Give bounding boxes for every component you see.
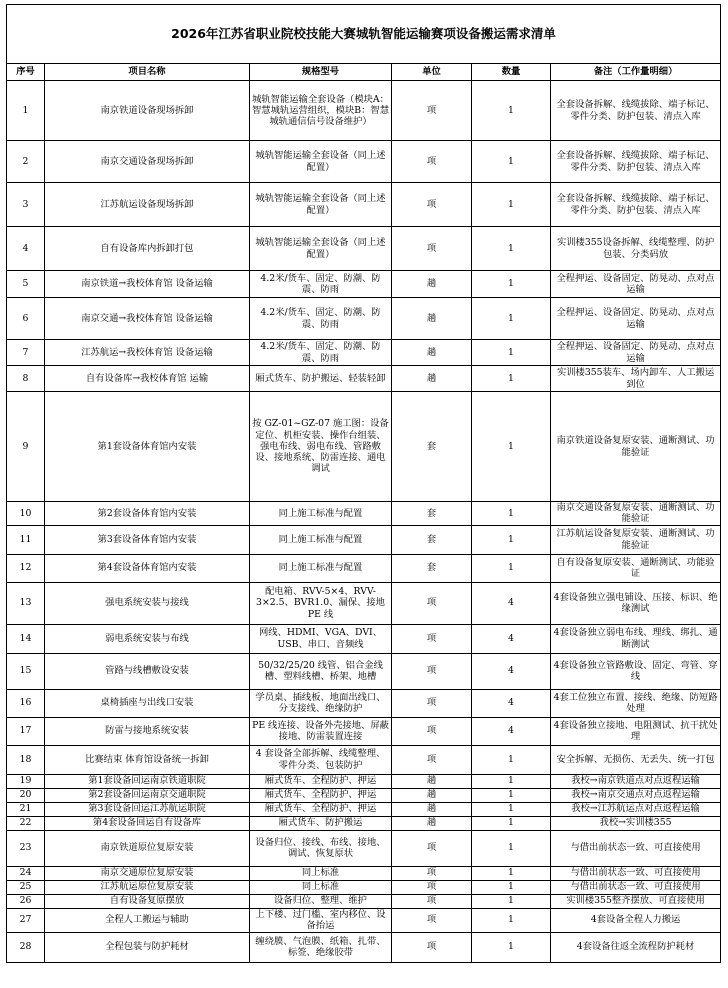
cell-no: 19 xyxy=(7,774,45,788)
cell-no: 4 xyxy=(7,227,45,271)
cell-no: 9 xyxy=(7,392,45,502)
cell-spec: 学员桌、插线板、地面出线口、分支接线、绝缘防护 xyxy=(250,689,392,717)
table-row xyxy=(7,830,721,866)
cell-qty: 1 xyxy=(472,340,551,366)
header-unit: 单位 xyxy=(392,64,472,81)
table-row xyxy=(7,392,721,502)
table-row xyxy=(7,802,721,816)
cell-qty: 1 xyxy=(472,366,551,392)
cell-no: 27 xyxy=(7,908,45,932)
cell-spec: 厢式货车、全程防护、押运 xyxy=(250,774,392,788)
cell-qty: 1 xyxy=(472,525,551,554)
cell-qty: 1 xyxy=(472,81,551,141)
cell-unit: 项 xyxy=(392,689,472,717)
cell-note: 实训楼355整齐摆放、可直接使用 xyxy=(551,894,721,908)
cell-unit: 趟 xyxy=(392,366,472,392)
cell-name: 南京交通原位复原安装 xyxy=(45,866,250,880)
cell-spec: 缠绕膜、气泡膜、纸箱、扎带、标签、绝缘胶带 xyxy=(250,932,392,962)
cell-name: 管路与线槽敷设安装 xyxy=(45,653,250,689)
cell-spec: 4.2米/货车、固定、防潮、防震、防雨 xyxy=(250,340,392,366)
cell-note: 全程押运、设备固定、防晃动、点对点运输 xyxy=(551,271,721,298)
table-row xyxy=(7,774,721,788)
cell-unit: 趟 xyxy=(392,816,472,830)
cell-unit: 套 xyxy=(392,554,472,582)
cell-qty: 1 xyxy=(472,502,551,526)
cell-qty: 1 xyxy=(472,866,551,880)
cell-no: 1 xyxy=(7,81,45,141)
table-row xyxy=(7,141,721,183)
cell-unit: 项 xyxy=(392,582,472,624)
cell-note: 我校→实训楼355 xyxy=(551,816,721,830)
cell-note: 4套设备独立管路敷设、固定、弯管、穿线 xyxy=(551,653,721,689)
cell-no: 15 xyxy=(7,653,45,689)
table-row xyxy=(7,271,721,298)
cell-no: 14 xyxy=(7,624,45,653)
cell-name: 江苏航运设备现场拆卸 xyxy=(45,183,250,227)
cell-no: 5 xyxy=(7,271,45,298)
cell-note: 实训楼355设备拆解、线缆整理、防护包装、分类码放 xyxy=(551,227,721,271)
cell-spec: 4 套设备全部拆解、线缆整理、零件分类、包装防护 xyxy=(250,745,392,774)
cell-name: 自有设备复原摆放 xyxy=(45,894,250,908)
cell-note: 4套工位独立布置、接线、绝缘、防短路处理 xyxy=(551,689,721,717)
table-row xyxy=(7,502,721,526)
cell-name: 全程包装与防护耗材 xyxy=(45,932,250,962)
cell-qty: 4 xyxy=(472,582,551,624)
cell-note: 自有设备复原安装、通断测试、功能验证 xyxy=(551,554,721,582)
cell-note: 我校→南京铁道点对点返程运输 xyxy=(551,774,721,788)
cell-name: 第1套设备体育馆内安装 xyxy=(45,392,250,502)
cell-spec: 城轨智能运输全套设备（同上述配置） xyxy=(250,227,392,271)
cell-qty: 1 xyxy=(472,745,551,774)
cell-name: 南京铁道→我校体育馆 设备运输 xyxy=(45,271,250,298)
table-row xyxy=(7,932,721,962)
cell-spec: 网线、HDMI、VGA、DVI、USB、串口、音频线 xyxy=(250,624,392,653)
cell-no: 12 xyxy=(7,554,45,582)
cell-no: 22 xyxy=(7,816,45,830)
cell-note: 南京交通设备复原安装、通断测试、功能验证 xyxy=(551,502,721,526)
cell-note: 全套设备拆解、线缆拔除、端子标记、零件分类、防护包装、清点入库 xyxy=(551,183,721,227)
cell-unit: 项 xyxy=(392,227,472,271)
table-row xyxy=(7,227,721,271)
table-row xyxy=(7,525,721,554)
cell-qty: 1 xyxy=(472,183,551,227)
cell-spec: 城轨智能运输全套设备（同上述配置） xyxy=(250,141,392,183)
cell-name: 江苏航运原位复原安装 xyxy=(45,880,250,894)
cell-note: 全程押运、设备固定、防晃动、点对点运输 xyxy=(551,298,721,340)
cell-name: 自有设备库→我校体育馆 运输 xyxy=(45,366,250,392)
table-row xyxy=(7,908,721,932)
cell-qty: 1 xyxy=(472,788,551,802)
cell-spec: 设备归位、接线、布线、接地、调试、恢复原状 xyxy=(250,830,392,866)
cell-unit: 项 xyxy=(392,880,472,894)
cell-qty: 1 xyxy=(472,227,551,271)
cell-spec: 同上标准 xyxy=(250,880,392,894)
cell-note: 与借出前状态一致、可直接使用 xyxy=(551,866,721,880)
cell-no: 16 xyxy=(7,689,45,717)
header-no: 序号 xyxy=(7,64,45,81)
cell-unit: 项 xyxy=(392,81,472,141)
cell-qty: 1 xyxy=(472,141,551,183)
cell-name: 第3套设备体育馆内安装 xyxy=(45,525,250,554)
cell-qty: 4 xyxy=(472,653,551,689)
table-row xyxy=(7,582,721,624)
cell-qty: 1 xyxy=(472,908,551,932)
cell-note: 4套设备独立强电铺设、压接、标识、绝缘测试 xyxy=(551,582,721,624)
cell-no: 28 xyxy=(7,932,45,962)
table-row xyxy=(7,816,721,830)
cell-unit: 趟 xyxy=(392,298,472,340)
cell-note: 江苏航运设备复原安装、通断测试、功能验证 xyxy=(551,525,721,554)
cell-spec: 4.2米/货车、固定、防潮、防震、防雨 xyxy=(250,298,392,340)
table-row xyxy=(7,81,721,141)
cell-name: 自有设备库内拆卸打包 xyxy=(45,227,250,271)
cell-no: 2 xyxy=(7,141,45,183)
cell-qty: 1 xyxy=(472,554,551,582)
cell-qty: 1 xyxy=(472,816,551,830)
cell-unit: 趟 xyxy=(392,802,472,816)
cell-spec: 上下楼、过门槛、室内移位、设备抬运 xyxy=(250,908,392,932)
table-row xyxy=(7,366,721,392)
cell-name: 南京交通设备现场拆卸 xyxy=(45,141,250,183)
cell-qty: 1 xyxy=(472,298,551,340)
cell-name: 南京铁道设备现场拆卸 xyxy=(45,81,250,141)
cell-note: 4套设备独立弱电布线、理线、绑扎、通断测试 xyxy=(551,624,721,653)
cell-note: 我校→南京交通点对点返程运输 xyxy=(551,788,721,802)
equipment-list-sheet xyxy=(6,4,720,963)
cell-unit: 项 xyxy=(392,745,472,774)
cell-name: 第2套设备体育馆内安装 xyxy=(45,502,250,526)
cell-no: 7 xyxy=(7,340,45,366)
cell-no: 24 xyxy=(7,866,45,880)
cell-spec: 同上施工标准与配置 xyxy=(250,502,392,526)
cell-note: 安全拆解、无损伤、无丢失、统一打包 xyxy=(551,745,721,774)
header-row xyxy=(7,64,721,81)
equipment-table xyxy=(6,4,721,963)
cell-note: 4套设备独立接地、电阻测试、抗干扰处理 xyxy=(551,717,721,745)
cell-name: 南京铁道原位复原安装 xyxy=(45,830,250,866)
cell-no: 25 xyxy=(7,880,45,894)
cell-spec: PE 线连接、设备外壳接地、屏蔽接地、防雷装置连接 xyxy=(250,717,392,745)
cell-spec: 厢式货车、防护搬运 xyxy=(250,816,392,830)
cell-unit: 项 xyxy=(392,624,472,653)
cell-no: 21 xyxy=(7,802,45,816)
cell-name: 江苏航运→我校体育馆 设备运输 xyxy=(45,340,250,366)
cell-no: 20 xyxy=(7,788,45,802)
cell-spec: 4.2米/货车、固定、防潮、防震、防雨 xyxy=(250,271,392,298)
cell-unit: 项 xyxy=(392,866,472,880)
cell-qty: 1 xyxy=(472,894,551,908)
table-row xyxy=(7,653,721,689)
cell-spec: 同上标准 xyxy=(250,866,392,880)
cell-spec: 设备归位、整理、维护 xyxy=(250,894,392,908)
cell-note: 全套设备拆解、线缆拔除、端子标记、零件分类、防护包装、清点入库 xyxy=(551,141,721,183)
table-row xyxy=(7,340,721,366)
cell-no: 11 xyxy=(7,525,45,554)
table-row xyxy=(7,894,721,908)
cell-no: 3 xyxy=(7,183,45,227)
cell-unit: 项 xyxy=(392,183,472,227)
cell-note: 4套设备往返全流程防护耗材 xyxy=(551,932,721,962)
table-row xyxy=(7,788,721,802)
cell-no: 18 xyxy=(7,745,45,774)
cell-no: 17 xyxy=(7,717,45,745)
table-row xyxy=(7,717,721,745)
cell-note: 4套设备全程人力搬运 xyxy=(551,908,721,932)
cell-spec: 城轨智能运输全套设备（同上述配置） xyxy=(250,183,392,227)
cell-spec: 同上施工标准与配置 xyxy=(250,525,392,554)
cell-name: 比赛结束 体育馆设备统一拆卸 xyxy=(45,745,250,774)
cell-unit: 趟 xyxy=(392,774,472,788)
cell-unit: 趟 xyxy=(392,788,472,802)
cell-note: 我校→江苏航运点对点返程运输 xyxy=(551,802,721,816)
cell-qty: 1 xyxy=(472,392,551,502)
cell-qty: 1 xyxy=(472,802,551,816)
cell-no: 8 xyxy=(7,366,45,392)
cell-qty: 4 xyxy=(472,624,551,653)
table-row xyxy=(7,554,721,582)
table-row xyxy=(7,880,721,894)
table-row xyxy=(7,183,721,227)
cell-spec: 配电箱、RVV-5×4、RVV-3×2.5、BVR1.0、漏保、接地 PE 线 xyxy=(250,582,392,624)
header-note: 备注（工作量明细） xyxy=(551,64,721,81)
cell-qty: 1 xyxy=(472,774,551,788)
cell-unit: 项 xyxy=(392,894,472,908)
cell-unit: 项 xyxy=(392,141,472,183)
cell-qty: 1 xyxy=(472,932,551,962)
cell-unit: 趟 xyxy=(392,340,472,366)
table-row xyxy=(7,624,721,653)
cell-name: 第3套设备回运江苏航运职院 xyxy=(45,802,250,816)
table-row xyxy=(7,745,721,774)
cell-unit: 套 xyxy=(392,525,472,554)
header-name: 项目名称 xyxy=(45,64,250,81)
cell-note: 全程押运、设备固定、防晃动、点对点运输 xyxy=(551,340,721,366)
cell-qty: 4 xyxy=(472,717,551,745)
header-qty: 数量 xyxy=(472,64,551,81)
cell-name: 强电系统安装与接线 xyxy=(45,582,250,624)
cell-qty: 1 xyxy=(472,830,551,866)
cell-note: 全套设备拆解、线缆拔除、端子标记、零件分类、防护包装、清点入库 xyxy=(551,81,721,141)
cell-name: 南京交通→我校体育馆 设备运输 xyxy=(45,298,250,340)
table-row xyxy=(7,689,721,717)
cell-no: 23 xyxy=(7,830,45,866)
cell-name: 第1套设备回运南京铁道职院 xyxy=(45,774,250,788)
cell-no: 26 xyxy=(7,894,45,908)
cell-note: 南京铁道设备复原安装、通断测试、功能验证 xyxy=(551,392,721,502)
cell-unit: 项 xyxy=(392,830,472,866)
table-body xyxy=(7,81,721,963)
cell-spec: 按 GZ-01~GZ-07 施工图：设备定位、机柜安装、操作台组装、强电布线、弱电布线、管路敷设、接地系统、防雷连接、通电调试 xyxy=(250,392,392,502)
cell-name: 弱电系统安装与布线 xyxy=(45,624,250,653)
cell-spec: 厢式货车、全程防护、押运 xyxy=(250,802,392,816)
header-spec: 规格型号 xyxy=(250,64,392,81)
table-row xyxy=(7,866,721,880)
cell-name: 第4套设备回运自有设备库 xyxy=(45,816,250,830)
cell-unit: 套 xyxy=(392,392,472,502)
cell-no: 13 xyxy=(7,582,45,624)
cell-unit: 项 xyxy=(392,717,472,745)
cell-spec: 城轨智能运输全套设备（模块A：智慧城轨运营组织，模块B：智慧城轨通信信号设备维护） xyxy=(250,81,392,141)
cell-no: 10 xyxy=(7,502,45,526)
cell-name: 第2套设备回运南京交通职院 xyxy=(45,788,250,802)
document-title: 2026年江苏省职业院校技能大赛城轨智能运输赛项设备搬运需求清单 xyxy=(7,5,721,64)
cell-qty: 1 xyxy=(472,271,551,298)
cell-unit: 项 xyxy=(392,653,472,689)
cell-unit: 项 xyxy=(392,908,472,932)
table-row xyxy=(7,298,721,340)
cell-unit: 趟 xyxy=(392,271,472,298)
cell-unit: 套 xyxy=(392,502,472,526)
cell-note: 实训楼355装车、场内卸车、人工搬运到位 xyxy=(551,366,721,392)
cell-name: 桌椅插座与出线口安装 xyxy=(45,689,250,717)
cell-name: 全程人工搬运与辅助 xyxy=(45,908,250,932)
cell-name: 防雷与接地系统安装 xyxy=(45,717,250,745)
cell-spec: 50/32/25/20 线管、铝合金线槽、塑料线槽、桥架、地槽 xyxy=(250,653,392,689)
cell-spec: 厢式货车、防护搬运、轻装轻卸 xyxy=(250,366,392,392)
cell-no: 6 xyxy=(7,298,45,340)
cell-note: 与借出前状态一致、可直接使用 xyxy=(551,880,721,894)
cell-qty: 1 xyxy=(472,880,551,894)
cell-name: 第4套设备体育馆内安装 xyxy=(45,554,250,582)
cell-unit: 项 xyxy=(392,932,472,962)
cell-spec: 同上施工标准与配置 xyxy=(250,554,392,582)
cell-qty: 4 xyxy=(472,689,551,717)
cell-note: 与借出前状态一致、可直接使用 xyxy=(551,830,721,866)
cell-spec: 厢式货车、全程防护、押运 xyxy=(250,788,392,802)
